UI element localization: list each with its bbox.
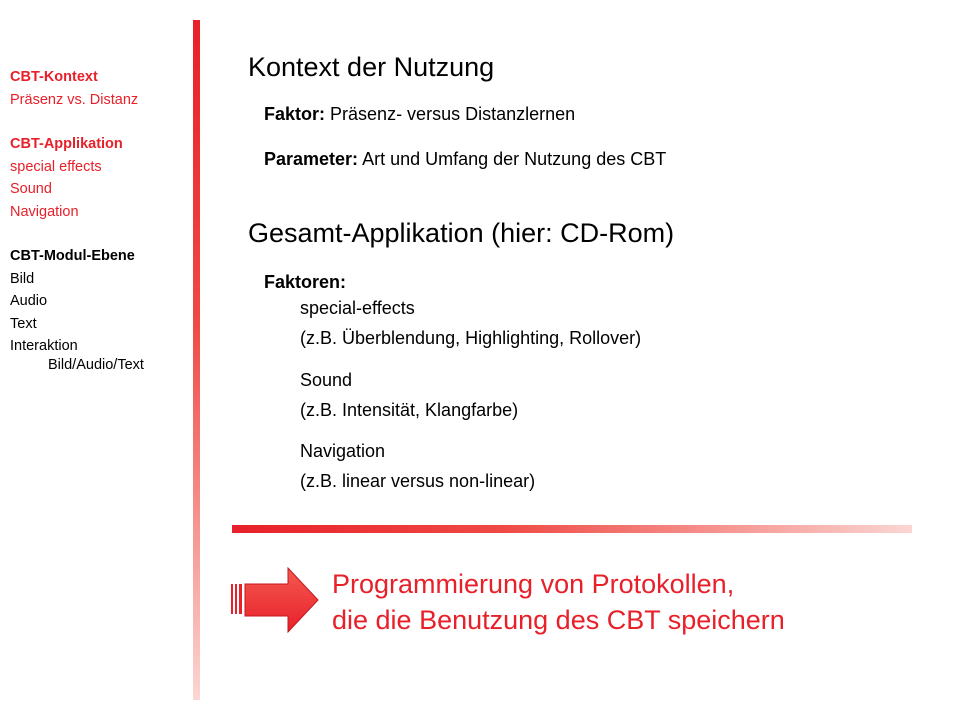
parameter-value: Art und Umfang der Nutzung des CBT bbox=[362, 149, 667, 169]
horizontal-divider bbox=[232, 525, 912, 533]
sidebar-item-audio: Audio bbox=[10, 293, 48, 309]
section-title-kontext: Kontext der Nutzung bbox=[248, 52, 495, 82]
sidebar-subitem-bild-audio-text: Bild/Audio/Text bbox=[48, 356, 144, 373]
factor-navigation-detail: (z.B. linear versus non-linear) bbox=[300, 471, 536, 491]
sidebar-item-praesenz-distanz: Präsenz vs. Distanz bbox=[10, 91, 139, 108]
sidebar-item-interaktion: Interaktion bbox=[10, 338, 78, 354]
sidebar-item-text: Text bbox=[10, 315, 37, 332]
right-arrow-icon bbox=[230, 567, 320, 633]
factor-line bbox=[264, 104, 575, 125]
conclusion-text bbox=[332, 566, 785, 638]
sidebar-outline bbox=[10, 66, 190, 373]
sidebar-item-sound: Sound bbox=[10, 181, 52, 197]
conclusion-line-1: Programmierung von Protokollen, bbox=[332, 569, 735, 599]
factor-value: Präsenz- versus Distanzlernen bbox=[330, 104, 576, 124]
sidebar-item-special-effects: special effects bbox=[10, 158, 102, 175]
parameter-line bbox=[264, 149, 666, 170]
factor-special-effects-name: special-effects bbox=[300, 298, 415, 318]
sidebar-heading-cbt-kontext: CBT-Kontext bbox=[10, 69, 98, 85]
section-title-gesamt-applikation: Gesamt-Applikation (hier: CD-Rom) bbox=[248, 218, 675, 248]
factor-sound-detail: (z.B. Intensität, Klangfarbe) bbox=[300, 400, 519, 420]
conclusion-line-2: die die Benutzung des CBT speichern bbox=[332, 605, 785, 635]
factor-navigation-name: Navigation bbox=[300, 441, 386, 461]
factors-line bbox=[264, 272, 346, 293]
sidebar-item-navigation: Navigation bbox=[10, 203, 79, 220]
parameter-label: Parameter: bbox=[264, 149, 359, 169]
sidebar-heading-cbt-applikation: CBT-Applikation bbox=[10, 136, 123, 152]
factor-label: Faktor: bbox=[264, 104, 326, 124]
factor-special-effects-detail: (z.B. Überblendung, Highlighting, Rollover) bbox=[300, 328, 642, 348]
sidebar-heading-cbt-modul-ebene: CBT-Modul-Ebene bbox=[10, 248, 135, 264]
factor-sound-name: Sound bbox=[300, 370, 353, 390]
sidebar-item-bild: Bild bbox=[10, 270, 35, 287]
vertical-divider bbox=[193, 20, 200, 700]
factors-label: Faktoren: bbox=[264, 272, 347, 292]
